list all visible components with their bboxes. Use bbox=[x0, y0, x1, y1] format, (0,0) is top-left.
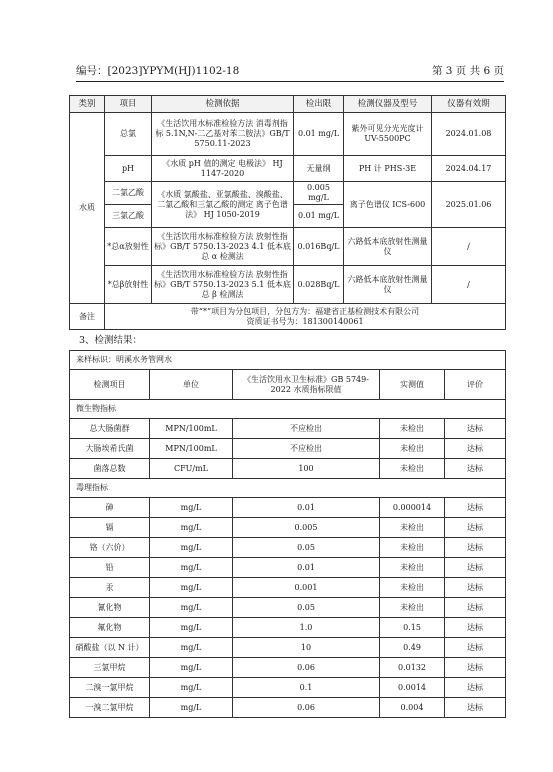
method-row bbox=[70, 228, 506, 266]
result-unit: mg/L bbox=[150, 598, 233, 618]
method-item: *总β放射性 bbox=[105, 266, 152, 304]
method-validity: 2024.04.17 bbox=[432, 156, 506, 182]
method-table bbox=[69, 95, 506, 330]
result-limit: 不应检出 bbox=[233, 419, 380, 439]
result-limit: 0.05 bbox=[233, 598, 380, 618]
result-row bbox=[70, 518, 506, 538]
method-row bbox=[70, 182, 506, 205]
result-unit: mg/L bbox=[150, 498, 233, 518]
result-row bbox=[70, 658, 506, 678]
sample-label: 来样标识：明溪水务管网水 bbox=[70, 351, 506, 370]
result-evaluation: 达标 bbox=[445, 658, 506, 678]
result-evaluation: 达标 bbox=[445, 698, 506, 718]
method-limit: 0.01 mg/L bbox=[294, 113, 344, 156]
result-row bbox=[70, 419, 506, 439]
result-measured: 未检出 bbox=[380, 538, 445, 558]
result-item: 一溴二氯甲烷 bbox=[70, 698, 150, 718]
result-unit: mg/L bbox=[150, 678, 233, 698]
remark-row bbox=[70, 304, 506, 330]
method-instrument: 六路低本底放射性测量仪 bbox=[344, 228, 432, 266]
result-body bbox=[70, 400, 506, 718]
method-row bbox=[70, 156, 506, 182]
result-unit: mg/L bbox=[150, 578, 233, 598]
result-measured: 0.004 bbox=[380, 698, 445, 718]
result-limit: 1.0 bbox=[233, 618, 380, 638]
method-item: pH bbox=[105, 156, 152, 182]
method-limit: 无量纲 bbox=[294, 156, 344, 182]
method-basis: 《水质 氯酸盐、亚氯酸盐、溴酸盐、二氯乙酸和三氯乙酸的测定 离子色谱法》 HJ 1050-2019 bbox=[152, 182, 294, 228]
result-measured: 0.15 bbox=[380, 618, 445, 638]
result-row bbox=[70, 638, 506, 658]
header-limit: 检出限 bbox=[294, 96, 344, 113]
method-instrument: 离子色谱仪 ICS-600 bbox=[344, 182, 432, 228]
result-measured: 0.49 bbox=[380, 638, 445, 658]
method-basis: 《水质 pH 值的测定 电极法》 HJ 1147-2020 bbox=[152, 156, 294, 182]
remark-text bbox=[105, 304, 506, 330]
result-row bbox=[70, 558, 506, 578]
result-table-header bbox=[70, 370, 506, 400]
result-row bbox=[70, 459, 506, 479]
result-unit: CFU/mL bbox=[150, 459, 233, 479]
result-row bbox=[70, 578, 506, 598]
result-row bbox=[70, 618, 506, 638]
result-limit: 0.1 bbox=[233, 678, 380, 698]
result-measured: 未检出 bbox=[380, 558, 445, 578]
method-limit: 0.016Bq/L bbox=[294, 228, 344, 266]
method-instrument: 六路低本底放射性测量仪 bbox=[344, 266, 432, 304]
remark-label: 备注 bbox=[70, 304, 105, 330]
result-limit: 0.01 bbox=[233, 498, 380, 518]
header-divider bbox=[76, 81, 504, 82]
header-test-item: 检测项目 bbox=[70, 370, 150, 400]
result-row bbox=[70, 538, 506, 558]
result-unit: mg/L bbox=[150, 558, 233, 578]
result-group-row bbox=[70, 400, 506, 419]
result-table bbox=[69, 350, 506, 718]
result-measured: 0.0014 bbox=[380, 678, 445, 698]
result-evaluation: 达标 bbox=[445, 598, 506, 618]
result-evaluation: 达标 bbox=[445, 538, 506, 558]
result-item: 三氯甲烷 bbox=[70, 658, 150, 678]
result-item: 总大肠菌群 bbox=[70, 419, 150, 439]
method-validity: 2024.01.08 bbox=[432, 113, 506, 156]
result-evaluation: 达标 bbox=[445, 498, 506, 518]
result-evaluation: 达标 bbox=[445, 578, 506, 598]
result-group-row bbox=[70, 479, 506, 498]
result-item: 大肠埃希氏菌 bbox=[70, 439, 150, 459]
header-evaluation: 评价 bbox=[445, 370, 506, 400]
result-group-title: 微生物指标 bbox=[70, 400, 506, 419]
result-item: 氰化物 bbox=[70, 598, 150, 618]
method-table-header bbox=[70, 96, 506, 113]
result-evaluation: 达标 bbox=[445, 558, 506, 578]
result-group-title: 毒理指标 bbox=[70, 479, 506, 498]
header-unit: 单位 bbox=[150, 370, 233, 400]
result-row bbox=[70, 498, 506, 518]
result-item: 铬（六价） bbox=[70, 538, 150, 558]
method-basis: 《生活饮用水标准检验方法 放射性指标》GB/T 5750.13-2023 4.1 低本底总 α 检测法 bbox=[152, 228, 294, 266]
method-row bbox=[70, 113, 506, 156]
result-limit: 0.01 bbox=[233, 558, 380, 578]
result-measured: 未检出 bbox=[380, 518, 445, 538]
result-unit: mg/L bbox=[150, 638, 233, 658]
page-header bbox=[76, 64, 504, 78]
result-item: 砷 bbox=[70, 498, 150, 518]
page-info: 第 3 页 共 6 页 bbox=[431, 65, 504, 77]
header-instrument: 检测仪器及型号 bbox=[344, 96, 432, 113]
result-item: 汞 bbox=[70, 578, 150, 598]
result-item: 镉 bbox=[70, 518, 150, 538]
method-instrument: 紫外可见分光光度计 UV-5500PC bbox=[344, 113, 432, 156]
result-measured: 0.0132 bbox=[380, 658, 445, 678]
document-number: 编号：[2023]YPYM(HJ)1102-18 bbox=[76, 65, 240, 77]
header-item: 项目 bbox=[105, 96, 152, 113]
result-evaluation: 达标 bbox=[445, 518, 506, 538]
remark-line-2: 资质证书号为：181300140061 bbox=[246, 316, 364, 326]
result-item: 菌落总数 bbox=[70, 459, 150, 479]
result-unit: mg/L bbox=[150, 538, 233, 558]
method-limit: 0.028Bq/L bbox=[294, 266, 344, 304]
result-limit: 10 bbox=[233, 638, 380, 658]
result-evaluation: 达标 bbox=[445, 459, 506, 479]
result-evaluation: 达标 bbox=[445, 618, 506, 638]
method-item: 总氯 bbox=[105, 113, 152, 156]
method-validity: / bbox=[432, 228, 506, 266]
result-evaluation: 达标 bbox=[445, 439, 506, 459]
method-item: 二氯乙酸 bbox=[105, 182, 152, 205]
method-item: 三氯乙酸 bbox=[105, 205, 152, 228]
result-limit: 0.001 bbox=[233, 578, 380, 598]
method-validity: 2025.01.06 bbox=[432, 182, 506, 228]
result-row bbox=[70, 678, 506, 698]
result-unit: MPN/100mL bbox=[150, 419, 233, 439]
result-row bbox=[70, 698, 506, 718]
result-unit: mg/L bbox=[150, 618, 233, 638]
sample-row bbox=[70, 351, 506, 370]
header-category: 类别 bbox=[70, 96, 105, 113]
result-unit: mg/L bbox=[150, 698, 233, 718]
result-limit: 0.05 bbox=[233, 538, 380, 558]
result-measured: 未检出 bbox=[380, 459, 445, 479]
remark-line-1: 带“*”项目为分包项目，分包方为：福建省正基检测技术有限公司 bbox=[190, 306, 420, 316]
header-basis: 检测依据 bbox=[152, 96, 294, 113]
result-limit: 不应检出 bbox=[233, 439, 380, 459]
result-evaluation: 达标 bbox=[445, 638, 506, 658]
result-measured: 未检出 bbox=[380, 439, 445, 459]
method-basis: 《生活饮用水标准检验方法 消毒剂指标 5.1N,N-二乙基对苯二胺法》GB/T 5750.11-2023 bbox=[152, 113, 294, 156]
result-evaluation: 达标 bbox=[445, 678, 506, 698]
result-item: 二溴一氯甲烷 bbox=[70, 678, 150, 698]
method-instrument: PH 计 PHS-3E bbox=[344, 156, 432, 182]
result-measured: 未检出 bbox=[380, 419, 445, 439]
result-measured: 未检出 bbox=[380, 598, 445, 618]
result-limit: 0.06 bbox=[233, 698, 380, 718]
result-measured: 0.000014 bbox=[380, 498, 445, 518]
method-row bbox=[70, 266, 506, 304]
result-unit: MPN/100mL bbox=[150, 439, 233, 459]
result-limit: 100 bbox=[233, 459, 380, 479]
header-standard-limit: 《生活饮用水卫生标准》GB 5749-2022 水质指标限值 bbox=[233, 370, 380, 400]
category-cell: 水质 bbox=[70, 113, 105, 304]
method-limit: 0.005 mg/L bbox=[294, 182, 344, 205]
result-limit: 0.06 bbox=[233, 658, 380, 678]
section-title: 3、检测结果： bbox=[79, 335, 143, 346]
header-validity: 仪器有效期 bbox=[432, 96, 506, 113]
result-row bbox=[70, 598, 506, 618]
result-item: 硝酸盐（以 N 计） bbox=[70, 638, 150, 658]
header-measured: 实测值 bbox=[380, 370, 445, 400]
result-limit: 0.005 bbox=[233, 518, 380, 538]
method-limit: 0.01 mg/L bbox=[294, 205, 344, 228]
result-item: 铅 bbox=[70, 558, 150, 578]
result-row bbox=[70, 439, 506, 459]
result-unit: mg/L bbox=[150, 518, 233, 538]
method-item: *总α放射性 bbox=[105, 228, 152, 266]
result-unit: mg/L bbox=[150, 658, 233, 678]
result-item: 氟化物 bbox=[70, 618, 150, 638]
method-validity: / bbox=[432, 266, 506, 304]
method-basis: 《生活饮用水标准检验方法 放射性指标》GB/T 5750.13-2023 5.1 低本底总 β 检测法 bbox=[152, 266, 294, 304]
result-evaluation: 达标 bbox=[445, 419, 506, 439]
result-measured: 未检出 bbox=[380, 578, 445, 598]
